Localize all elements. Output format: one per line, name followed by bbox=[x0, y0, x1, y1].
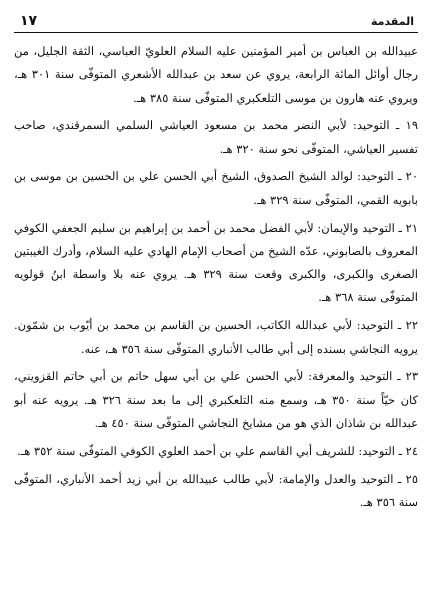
running-header bbox=[14, 10, 418, 33]
entry-24: ٢٤ ـ التوحيد: للشريف أبي القاسم علي بن أحمد العلوي الكوفي المتوفّى سنة ٣٥٢ هـ. bbox=[17, 443, 418, 458]
paragraph-continuation: عبيدالله بن العباس بن أمير المؤمنين عليه السلام العلويّ العباسي، الثقة الجليل، من رجال أوائل المائة الرابعة، يروي عن سعد بن عبدالله الأشعري المتوفّى سنة ٣٠١ هـ، ويروي عنه هارون بن موسى التلعكبري المتوفّى سنة ٣٨٥ هـ. bbox=[14, 44, 418, 105]
entry-20: ٢٠ ـ التوحيد: لوالد الشيخ الصدوق، الشيخ أبي الحسن علي بن الحسين بن موسى بن بابويه القمي، المتوفّى سنة ٣٢٩ هـ. bbox=[14, 169, 418, 207]
entry-19: ١٩ ـ التوحيد: لأبي النضر محمد بن مسعود العياشي السلمي السمرقندي، صاحب تفسير العياشي، المتوفّى نحو سنة ٣٢٠ هـ. bbox=[14, 118, 418, 156]
chapter-title: المقدمة bbox=[370, 15, 414, 28]
entry-21: ٢١ ـ التوحيد والإيمان: لأبي الفضل محمد بن أحمد بن إبراهيم بن سليم الجعفي الكوفي المعروف بالصابوني، عدّه الشيخ من أصحاب الإمام الهادي عليه السلام، وأدرك الغيبتين الصغرى والكبرى، والكبرى وقعت سنة ٣٢٩ هـ. يروي عنه بلا واسطة ابنُ قولويه المتوفّى سنة ٣٦٨ هـ. bbox=[14, 220, 418, 305]
page-number: ١٧ bbox=[20, 13, 38, 29]
entry-23: ٢٣ ـ التوحيد والمعرفة: لأبي الحسن علي بن أبي سهل حاتم بن أبي حاتم القزويني، كان حيّاً سنة ٣٥٠ هـ، وسمع منه التلعكبري إلى ما بعد سنة ٣٢٦ هـ. يرويه عنه أبو عبدالله بن شاذان الذي هو من مشايخ النجاشي المتوفّى سنة ٤٥٠ هـ. bbox=[14, 369, 418, 430]
entry-25: ٢٥ ـ التوحيد والعدل والإمامة: لأبي طالب عبيدالله بن أبي زيد أحمد الأنباري، المتوفّى سنة ٣٥٦ هـ. bbox=[14, 471, 418, 509]
entry-22: ٢٢ ـ التوحيد: لأبي عبدالله الكاتب، الحسين بن القاسم بن محمد بن أيّوب بن شمّون. يرويه النجاشي بسنده إلى أبي طالب الأنباري المتوفّى سنة ٣٥٦ هـ، عنه. bbox=[14, 318, 418, 356]
page-body bbox=[14, 40, 418, 606]
